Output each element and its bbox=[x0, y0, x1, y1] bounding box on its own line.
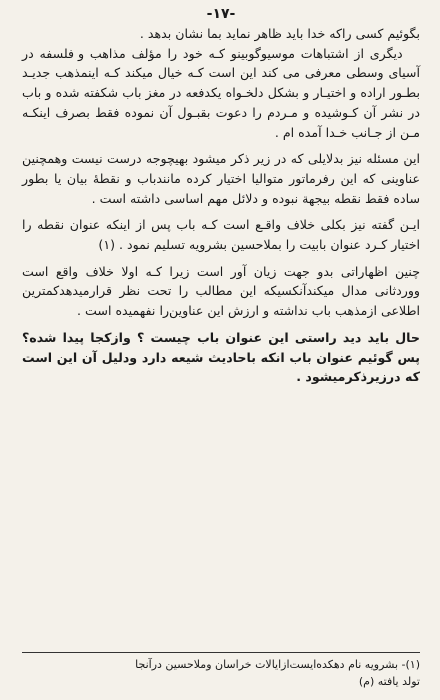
text-line: تسلیم نمود . (۱) bbox=[98, 237, 186, 253]
footnote-line: تولد یافته (م) bbox=[358, 675, 420, 688]
text-line: حال باید دید راستی این عنوان باب چیست ؟ وازکجا پیدا شده؟ bbox=[22, 329, 420, 345]
text-line: عنوان نقطه را اختیار کـرد عنوان بابیت را بملاحسین بشرویه bbox=[22, 217, 420, 253]
paragraph-2 bbox=[22, 44, 420, 143]
paragraph-6 bbox=[22, 328, 420, 387]
text-line: قرارمیدهدکمترین اطلاعی ازمذهب باب نداشته و ارزش این عناوین‌را bbox=[22, 283, 420, 319]
paragraph-1 bbox=[22, 24, 420, 44]
text-line: درزیرذکرمیشود . bbox=[296, 369, 401, 385]
text-line: واقع است ووردثانی مدال میکندآنکسیکه این مطالب را تحت نظر bbox=[22, 263, 420, 299]
text-line: این مسئله نیز بدلایلی که در زیر ذکر میشود بهیچوجه درست bbox=[106, 151, 421, 167]
text-line: و فلسفه در آسیای وسطی معرفی می کند این است کـه خیال میکند bbox=[22, 45, 420, 81]
text-line: بگوئیم کسی راکه خدا باید ظاهر نماید بما نشان بدهد . bbox=[139, 26, 420, 41]
text-line: آمده ام . bbox=[274, 124, 322, 140]
paragraph-4 bbox=[22, 215, 420, 254]
paragraph-3 bbox=[22, 149, 420, 208]
text-line: چنین اظهاراتی بدو جهت زیان آور است زیرا کـه اولا خلاف bbox=[85, 263, 420, 279]
text-line: کـه اینمذهب جدیـد بطـور اراده و اختیـار و بشکل دلخـواه bbox=[22, 65, 420, 101]
footnote-line: (۱)- بشرویه نام دهکده‌ایست‌ازایالات خراسان وملاحسین درآنجا bbox=[135, 658, 420, 671]
page-number: -۱۷- bbox=[206, 6, 236, 22]
text-line: یکدفعه در مغز باب شکفته شده و باب در نشر آن کـوشیده و مـردم bbox=[22, 85, 420, 120]
text-line: ایـن گفته نیز بکلی خلاف واقـع است کـه باب پس از اینکه bbox=[105, 217, 420, 233]
footnote-divider bbox=[22, 652, 420, 653]
text-line: نیست وهمچنین عناوینی که این رفرماتور متوالیا اختیار کرده مانندباب bbox=[22, 151, 420, 186]
text-line: داشته است . bbox=[91, 190, 161, 206]
text-line: و نقطهٔ بیان یا بطور ساده فقط نقطه بیجهة نبوده و دلائل مهم اساسی bbox=[22, 170, 420, 206]
text-line: را دعوت بقبـول آن نموده فقط بصرف اینکـه مـن از جـانب خـدا bbox=[22, 104, 420, 140]
text-line: نفهمیده است . bbox=[77, 303, 156, 319]
text-line: دیگری از اشتباهات موسیوگوبینو کـه خود را مؤلف مذاهب bbox=[89, 45, 403, 61]
footnote bbox=[22, 656, 420, 690]
body-text bbox=[22, 24, 420, 387]
text-line: پس گوئیم عنوان باب انکه باحادیث شیعه دارد ودلیل آن این است که bbox=[22, 349, 420, 385]
paragraph-5 bbox=[22, 262, 420, 321]
